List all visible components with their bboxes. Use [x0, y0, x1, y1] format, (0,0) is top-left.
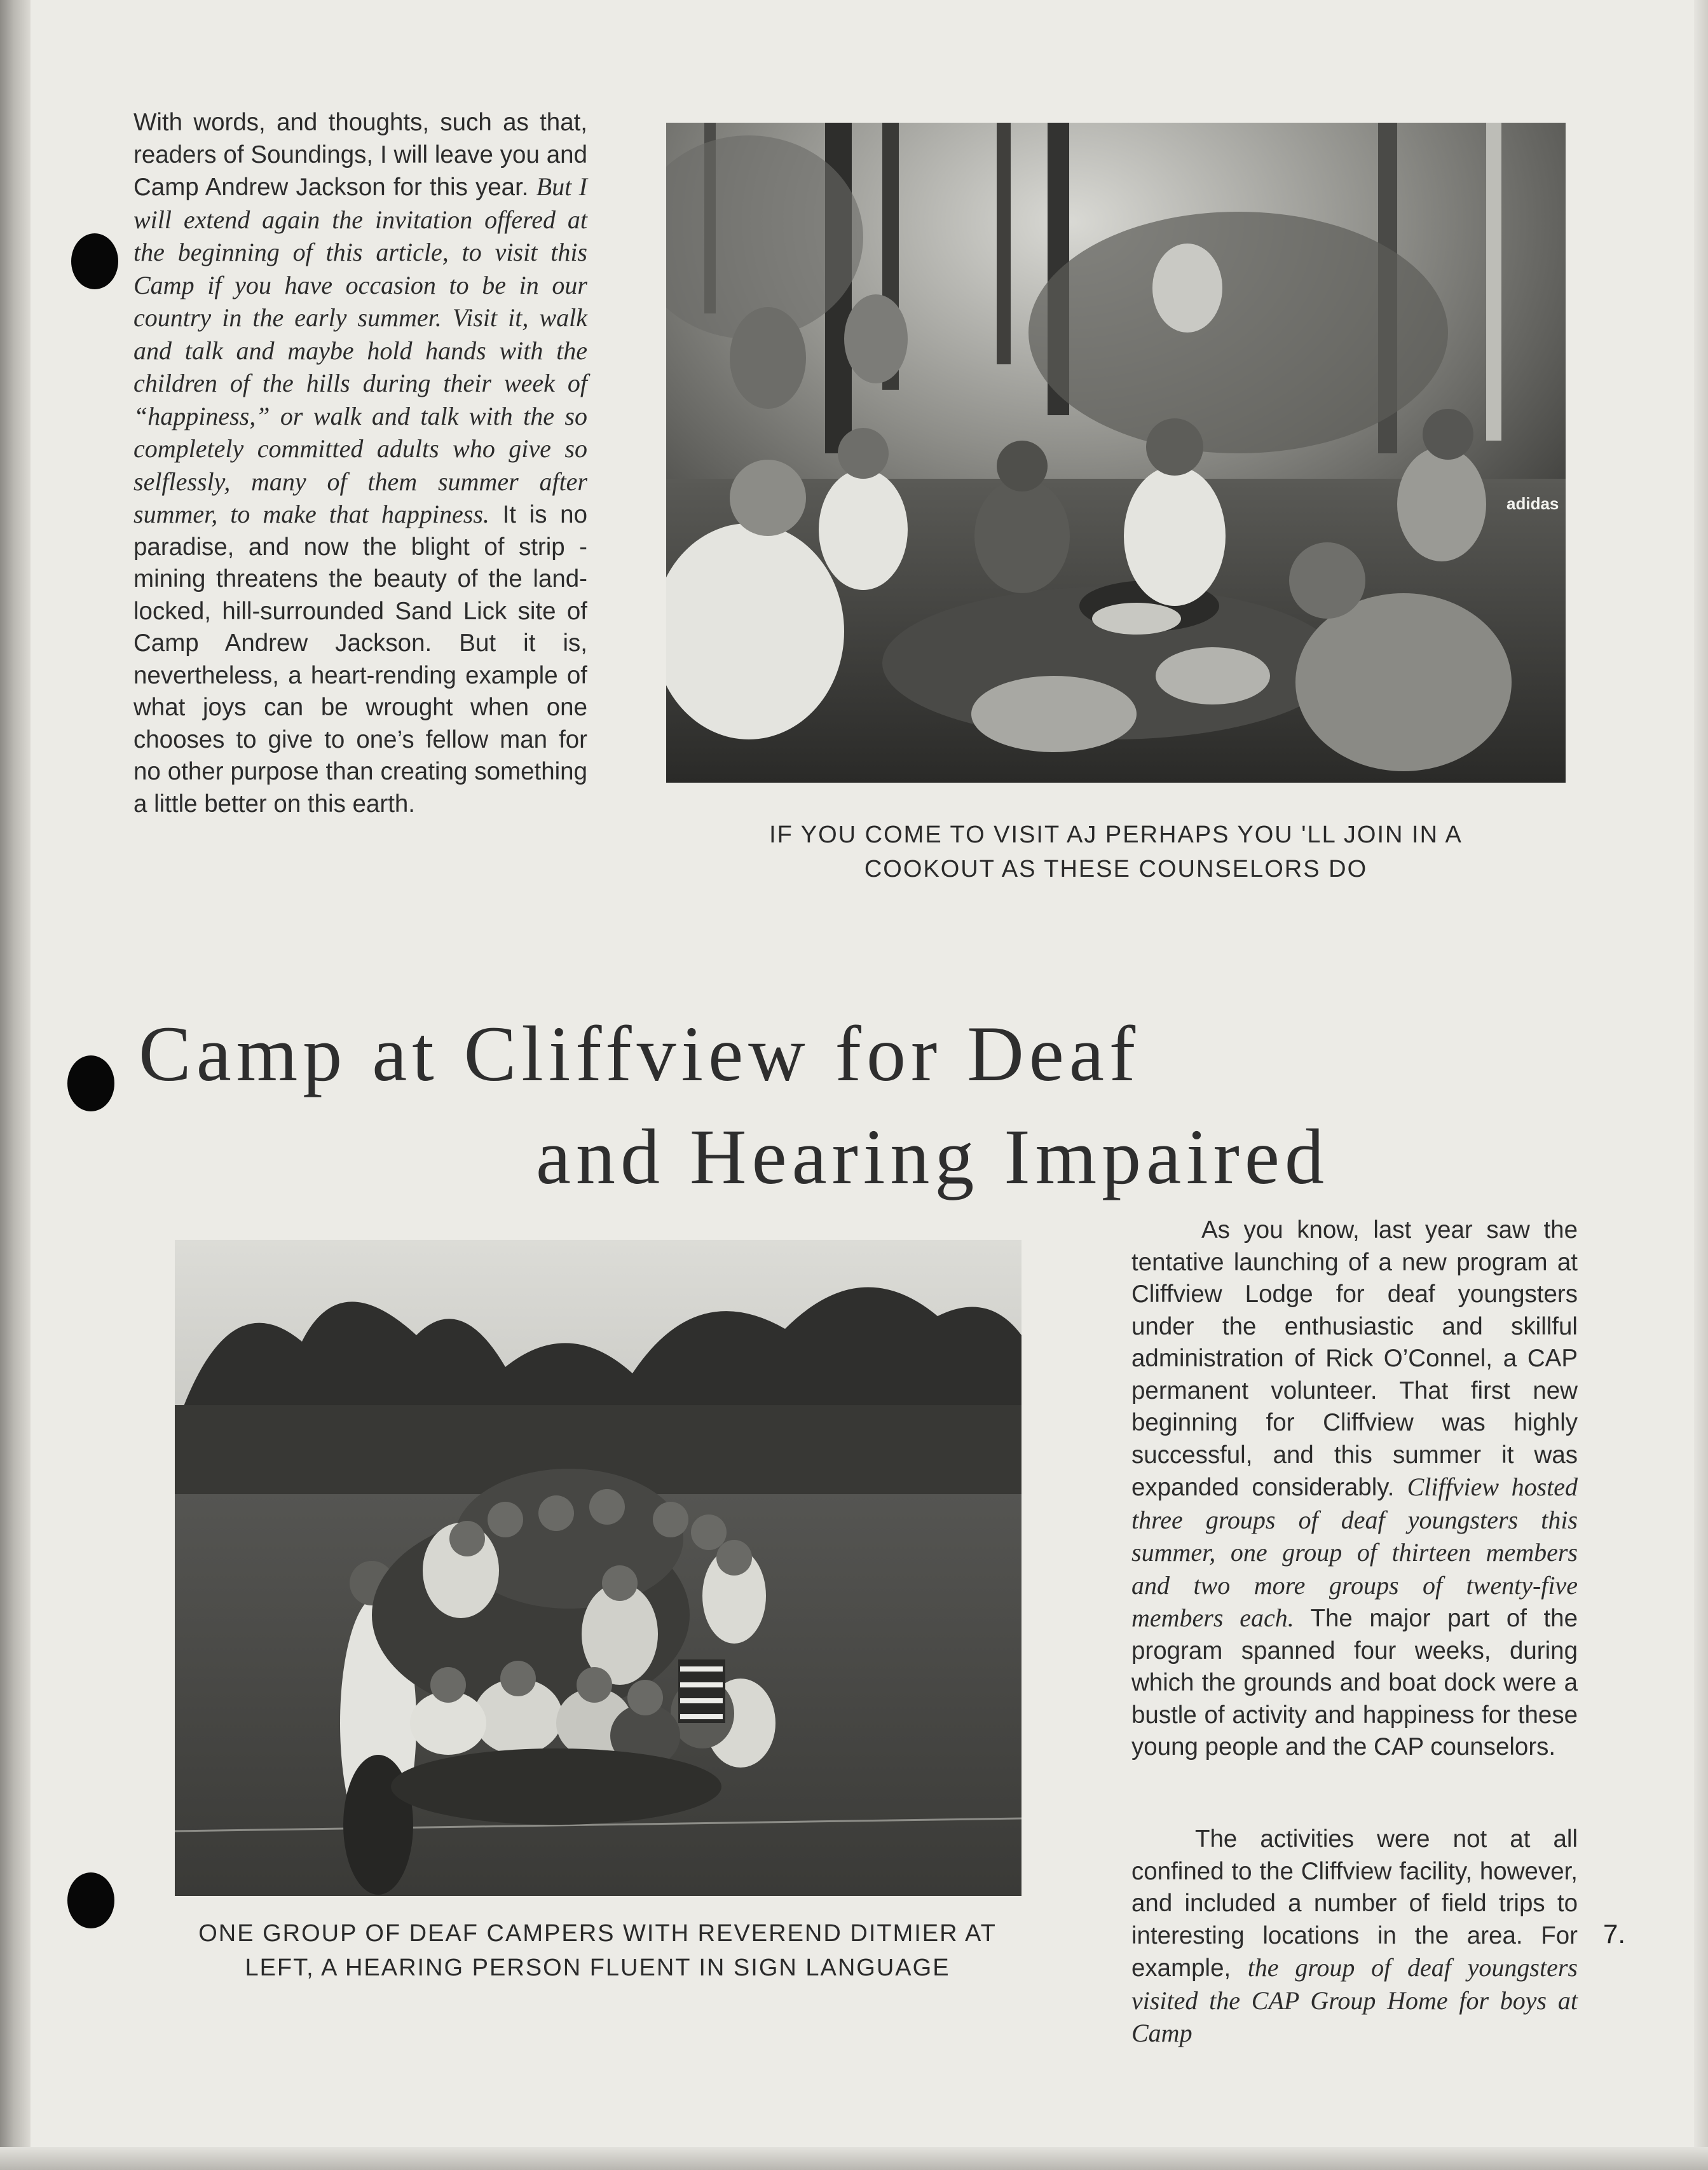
page-number: 7. [1602, 1919, 1625, 1949]
photo-deaf-campers-group [175, 1240, 1021, 1896]
text-run: With words, and thoughts, such as that, readers of Soundings, I will leave you and Camp Andrew Jackson for this year. [133, 109, 587, 201]
text-run-italic: Cliffview hosted three groups of deaf youngsters this summer, one group of thirteen members and two more groups of twenty-five members each. [1131, 1473, 1578, 1632]
cliffview-article-paragraph-1 [1131, 1214, 1578, 1764]
group-photo-caption [127, 1916, 1068, 1985]
text-run-italic: But I will extend again the invitation offered at the beginning of this article, to visit this Camp if you have occasion to be in our country in the early summer. Visit it, walk and talk and maybe hold hands with the children of the hills during their week of “happiness,” or walk and talk with the so completely committed adults who give so selflessly, many of them summer after summer, to make that happiness. [133, 172, 587, 528]
page-right-edge [1694, 0, 1708, 2170]
cliffview-article-paragraph-2 [1131, 1823, 1578, 2050]
page-bottom-edge [0, 2147, 1708, 2170]
cookout-photo-caption [666, 818, 1566, 886]
article-continuation-paragraph [133, 107, 587, 820]
punch-hole-middle [67, 1055, 114, 1111]
caption-line-2: LEFT, A HEARING PERSON FLUENT IN SIGN LANGUAGE [245, 1954, 950, 1981]
page-binding-edge [0, 0, 31, 2170]
shirt-logo-text: adidas [1506, 494, 1559, 513]
text-run: The activities were not at all confined to the Cliffview facility, however, and included a number of field trips to interesting locations in the area. For example, [1131, 1825, 1578, 1982]
text-run: As you know, last year saw the tentative launching of a new program at Cliffview Lodge for deaf youngsters under the enthusiastic and skillful administration of Rick O’Connel, a CAP permanent volunteer. That first new beginning for Cliffview was highly successful, and this summer it was expanded considerably. [1131, 1216, 1578, 1501]
caption-line-2: COOKOUT AS THESE COUNSELORS DO [864, 856, 1368, 882]
caption-line-1: ONE GROUP OF DEAF CAMPERS WITH REVEREND DITMIER AT [198, 1920, 997, 1947]
article-headline-line-1: Camp at Cliffview for Deaf [139, 1010, 1141, 1097]
text-run: It is no paradise, and now the blight of strip -mining threatens the beauty of the land-locked, hill-surrounded Sand Lick site of Camp Andrew Jackson. But it is, nevertheless, a heart-rending example of what joys can be wrought when one chooses to give to one’s fellow man for no other purpose than creating something a little better on this earth. [133, 501, 587, 818]
photo-cookout-counselors [666, 123, 1566, 783]
caption-line-1: IF YOU COME TO VISIT AJ PERHAPS YOU 'LL JOIN IN A [769, 821, 1463, 848]
text-run-italic: the group of deaf youngsters visited the CAP Group Home for boys at Camp [1131, 1953, 1578, 2047]
punch-hole-top [71, 233, 118, 289]
article-headline-line-2: and Hearing Impaired [536, 1113, 1329, 1200]
punch-hole-bottom [67, 1872, 114, 1928]
text-run: The major part of the program spanned four weeks, during which the grounds and boat dock were a bustle of activity and happiness for these young people and the CAP counselors. [1131, 1605, 1578, 1761]
